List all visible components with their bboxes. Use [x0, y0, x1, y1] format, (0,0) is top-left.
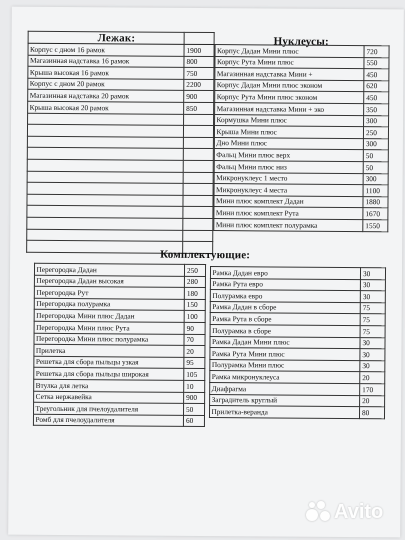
price-list-sheet: [8, 7, 404, 538]
table-row: Магазинная надставка Мини + эко 350: [215, 103, 389, 116]
table-row: Корпус Рута Мини плюс эконом 450: [215, 91, 389, 104]
section-title-komplektuyushie: Комплектующие:: [160, 248, 251, 262]
table-row: Диафрагма 170: [210, 382, 385, 395]
table-row: Рамка микронуклеуса 20: [210, 371, 385, 384]
table-row: Перегородка полурамка 150: [34, 298, 205, 311]
table-row: Рамка Рута в сборе 75: [210, 313, 385, 326]
table-row: Решетка для сбора пыльцы узкая 95: [34, 356, 205, 369]
table-row: Треугольник для пчелоудалителя 50: [34, 402, 205, 415]
avito-logo-icon: [305, 500, 331, 524]
table-row: Рамка Дадан Мини плюс 30: [210, 336, 385, 349]
lezhak-table: [26, 31, 215, 254]
table-row: Рамка Дадан евро 30: [210, 267, 385, 280]
table-row: Прилетка-веранда 80: [209, 406, 384, 419]
table-row: Перегородка Мини плюс полурамка 70: [34, 333, 205, 346]
table-row: Корпус Рута Мини плюс 550: [215, 56, 389, 69]
table-row: Полурамка Мини плюс 30: [210, 359, 385, 372]
table-row: Микронуклеус 1 место 300: [214, 172, 388, 185]
table-row: Крыша высокая 16 рамок 750: [28, 66, 214, 79]
table-row: Прилетка 20: [34, 344, 205, 357]
komplektuyushie-right-table: [209, 266, 386, 419]
avito-watermark-text: Avito: [334, 500, 384, 523]
table-row: Втулка для летка 10: [34, 379, 205, 392]
table-row: Перегородка Дадан высокая 280: [34, 275, 205, 288]
table-row: Полурамка евро 30: [210, 290, 385, 303]
table-row: Магазинная надставка 16 рамок 800: [28, 55, 214, 68]
table-row: Сетка нержавейка 900: [34, 391, 205, 404]
table-row: Мини плюс комплект Дадан 1880: [214, 195, 388, 208]
table-row: Корпус с дном 20 рамок 2200: [28, 78, 214, 91]
table-row: Мини плюс комплект Рута 1670: [214, 207, 388, 220]
table-row: Полурамка в сборе 75: [210, 324, 385, 337]
table-row: Магазинная надставка Мини + 450: [215, 68, 389, 81]
section-title-nukleusy: Нуклеусы:: [273, 35, 329, 48]
table-row: Перегородка Рут 180: [34, 286, 205, 299]
table-row: Фальц Мини плюс верх 50: [214, 149, 388, 162]
table-row: Кормушка Мини плюс 300: [215, 114, 389, 127]
table-row: Дно Мини плюс 300: [214, 137, 388, 150]
table-row: Магазинная надставка 20 рамок 900: [28, 90, 214, 103]
table-row: Крыша высокая 20 рамок 850: [28, 101, 214, 114]
table-row: Ромб для пчелоудалителя 60: [33, 414, 204, 427]
komplektuyushie-left-table: [33, 263, 206, 428]
table-row: Решетка для сбора пыльцы широкая 105: [34, 368, 205, 381]
table-row: Крыша Мини плюс 250: [214, 126, 388, 139]
table-row: Рамка Рута евро 30: [210, 278, 385, 291]
section-title-lezhak: Лежак:: [97, 32, 136, 45]
table-row: Микронуклеус 4 места 1100: [214, 184, 388, 197]
table-row: Корпус Дадан Мини плюс эконом 620: [215, 79, 389, 92]
table-row: Перегородка Мини плюс Рута 90: [34, 321, 205, 334]
table-row: Рамка Дадан в сборе 75: [210, 301, 385, 314]
table-row: Перегородка Дадан 250: [34, 263, 205, 276]
table-row: Перегородка Мини плюс Дадан 100: [34, 310, 205, 323]
table-row: Заградитель круглый 20: [210, 394, 385, 407]
table-row: Корпус Дадан Мини плюс 720: [215, 45, 389, 58]
nukleusy-table: [213, 44, 389, 232]
table-row: Рамка Рута Мини плюс 30: [210, 348, 385, 361]
table-row: Корпус с дном 16 рамок 1900: [28, 43, 214, 56]
avito-watermark: [305, 500, 383, 524]
table-row: Фальц Мини плюс низ 50: [214, 160, 388, 173]
table-row: Мини плюс комплект полурамка 1550: [214, 218, 388, 231]
